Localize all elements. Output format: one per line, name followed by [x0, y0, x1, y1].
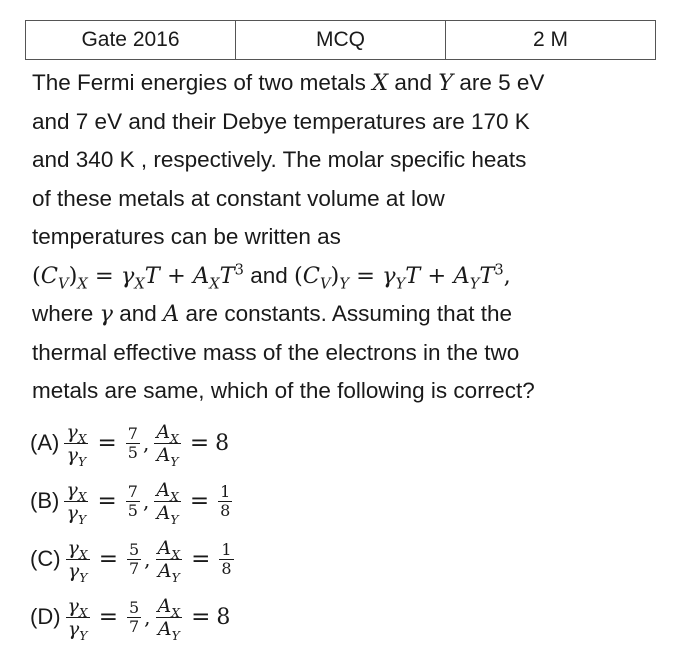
a-ratio: $\frac{A_X}{A_Y}$	[157, 536, 181, 585]
question-line-1: The Fermi energies of two metals X and Y are 5 eV	[32, 70, 545, 96]
a-ratio: $\frac{A_X}{A_Y}$	[157, 594, 181, 643]
exam-name-cell: Gate 2016	[26, 21, 236, 60]
question-text	[32, 64, 652, 411]
option-d[interactable]: (D) $\frac{\gamma_X}{\gamma_Y}$ = $\frac{5}{7}$ , $\frac{A_X}{A_Y}$ = 8	[30, 594, 231, 643]
question-type-cell: MCQ	[236, 21, 446, 60]
question-line-2: and 7 eV and their Debye temperatures are 170 K	[32, 108, 530, 134]
option-label: (C)	[30, 546, 61, 571]
gamma-ratio-value: $\frac{7}{5}$	[127, 423, 138, 462]
gamma-ratio-value: $\frac{7}{5}$	[127, 481, 138, 520]
question-header-table	[25, 20, 656, 60]
a-ratio-value: 8	[215, 430, 230, 456]
gamma-ratio-value: $\frac{5}{7}$	[128, 597, 140, 636]
gamma-ratio-value: $\frac{5}{7}$	[128, 539, 140, 578]
question-line-4: of these metals at constant volume at low	[32, 185, 445, 211]
gamma-ratio: $\frac{\gamma_X}{\gamma_Y}$	[67, 594, 88, 643]
a-ratio-value: $\frac{1}{8}$	[221, 539, 232, 578]
option-label: (D)	[30, 604, 61, 629]
gamma-ratio: $\frac{\gamma_X}{\gamma_Y}$	[67, 536, 88, 585]
option-b[interactable]: (B) $\frac{\gamma_X}{\gamma_Y}$ = $\frac{7}{5}$ , $\frac{A_X}{A_Y}$ = $\frac{1}{8}$	[30, 478, 231, 527]
marks-cell: 2 M	[446, 21, 656, 60]
question-line-5: temperatures can be written as	[32, 224, 341, 249]
a-ratio: $\frac{A_X}{A_Y}$	[156, 420, 179, 469]
gamma-ratio: $\frac{\gamma_X}{\gamma_Y}$	[66, 478, 87, 527]
a-ratio: $\frac{A_X}{A_Y}$	[156, 478, 179, 527]
option-c[interactable]: (C) $\frac{\gamma_X}{\gamma_Y}$ = $\frac{5}{7}$ , $\frac{A_X}{A_Y}$ = $\frac{1}{8}$	[30, 536, 232, 585]
a-ratio-value: $\frac{1}{8}$	[220, 481, 231, 520]
option-a[interactable]: (A) $\frac{\gamma_X}{\gamma_Y}$ = $\frac{7}{5}$ , $\frac{A_X}{A_Y}$ = 8	[30, 420, 230, 469]
a-ratio-value: 8	[216, 604, 231, 630]
gamma-ratio: $\frac{\gamma_X}{\gamma_Y}$	[66, 420, 87, 469]
question-line-7: where γ and A are constants. Assuming that the	[32, 301, 512, 327]
answer-options	[30, 414, 430, 646]
option-label: (A)	[30, 430, 60, 455]
question-line-3: and 340 K , respectively. The molar specific heats	[32, 147, 527, 172]
question-line-9: metals are same, which of the following is correct?	[32, 378, 535, 403]
question-line-8: thermal effective mass of the electrons in the two	[32, 339, 520, 365]
option-label: (B)	[30, 488, 60, 513]
specific-heat-equation: $(C_V)_X = \gamma_XT + A_XT^3$ and $(C_V)_Y = \gamma_YT + A_YT^3$,	[32, 261, 511, 292]
